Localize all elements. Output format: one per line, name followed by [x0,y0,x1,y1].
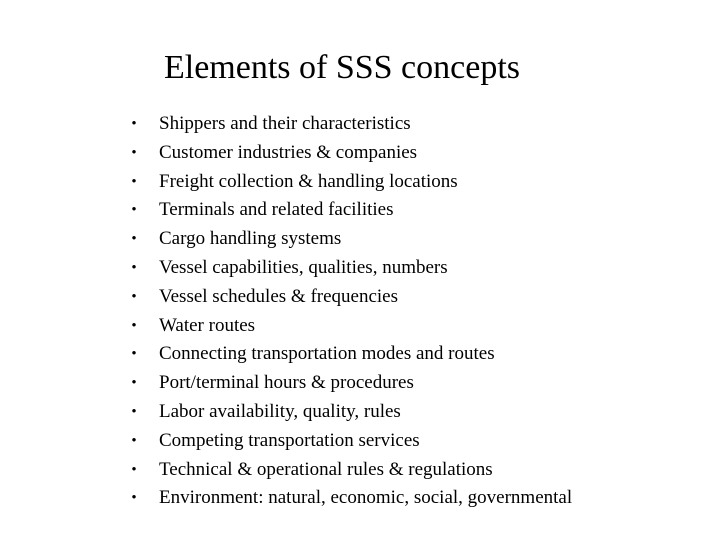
bullet-icon: • [131,231,137,248]
list-item-text: Shippers and their characteristics [159,113,411,134]
bullet-icon: • [131,259,137,276]
list-item-text: Environment: natural, economic, social, governmental [159,487,573,509]
bullet-icon: • [131,375,137,392]
list-item-text: Port/terminal hours & procedures [159,372,414,394]
list-item-text: Freight collection & handling locations [159,170,458,192]
list-item-text: Vessel capabilities, qualities, numbers [159,256,448,278]
bullet-icon: • [131,317,137,334]
bullet-icon: • [131,461,137,478]
list-item-text: Competing transportation services [159,429,420,451]
list-item-text: Technical & operational rules & regulations [159,458,493,480]
bullet-icon: • [131,116,137,132]
bullet-icon: • [131,403,137,420]
list-item-text: Customer industries & companies [159,141,418,163]
list-item-text: Connecting transportation modes and routes [159,343,495,365]
bullet-icon: • [131,432,137,449]
bullet-icon: • [131,346,137,363]
bullet-icon: • [131,173,137,190]
slide-title: Elements of SSS concepts [163,49,521,86]
list-item-text: Water routes [159,314,256,336]
list-item-text: Labor availability, quality, rules [159,400,401,422]
list-item-text: Cargo handling systems [159,228,342,250]
bullet-icon: • [131,144,137,161]
bullet-icon: • [131,490,137,507]
list-item-text: Terminals and related facilities [159,199,394,221]
bullet-icon: • [131,202,137,219]
bullet-icon: • [131,288,137,305]
list-item-text: Vessel schedules & frequencies [159,285,399,307]
